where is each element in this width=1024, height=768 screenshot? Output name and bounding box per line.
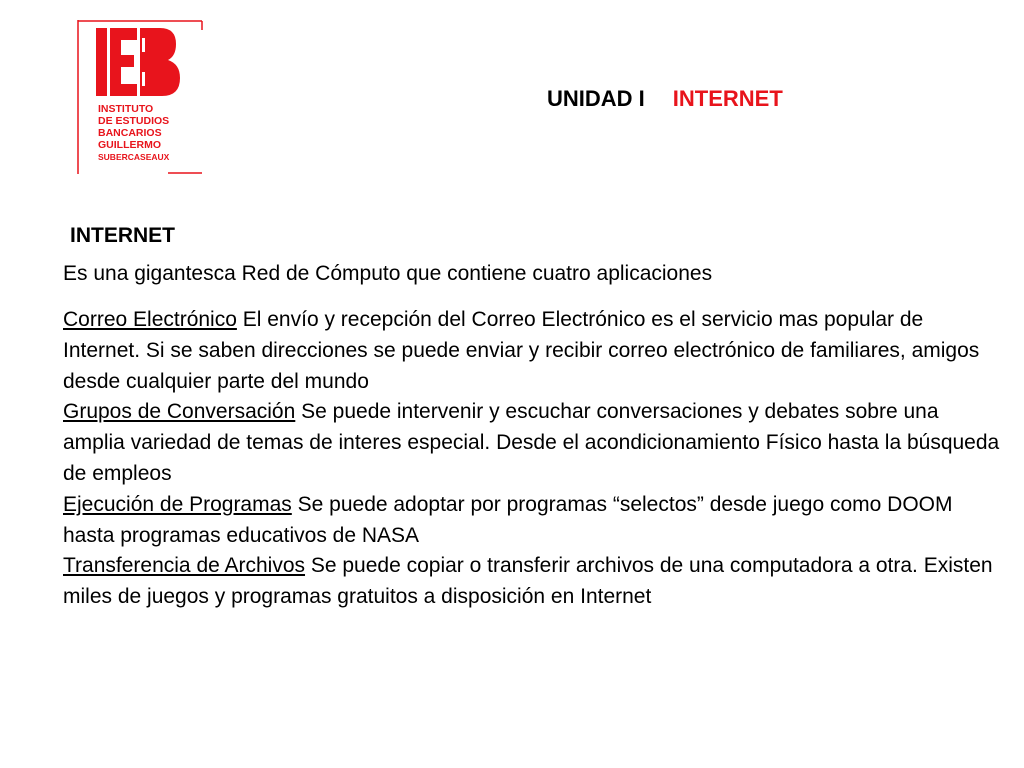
unit-header: [547, 86, 783, 112]
section-title: INTERNET: [70, 224, 175, 247]
logo-text-line-2: DE ESTUDIOS: [98, 115, 170, 127]
application-term: Transferencia de Archivos: [63, 554, 306, 578]
logo-text-line-1: INSTITUTO: [98, 103, 154, 115]
institute-logo: [76, 20, 204, 174]
logo-graphic: [76, 20, 204, 174]
application-term: Ejecución de Programas: [63, 492, 292, 516]
application-term: Correo Electrónico: [63, 308, 237, 331]
application-item: [63, 305, 1003, 397]
application-description: El envío y recepción del Correo Electrónico es el servicio mas popular de Internet. Si se saben direcciones se puede enviar y recibir correo electrónico de familiares, amigos desde cualquier parte del mundo: [63, 308, 980, 393]
application-description: Se puede copiar o transferir archivos de una computadora a otra. Existen miles de juegos y programas gratuitos a disposición en Internet: [63, 554, 993, 609]
unit-label: UNIDAD I: [547, 86, 645, 111]
application-term: Grupos de Conversación: [63, 400, 296, 424]
application-item: [63, 551, 1003, 613]
unit-topic: INTERNET: [672, 86, 783, 111]
logo-text-line-5: SUBERCASEAUX: [98, 152, 170, 162]
intro-text: Es una gigantesca Red de Cómputo que contiene cuatro aplicaciones: [63, 262, 713, 285]
application-description: Se puede adoptar por programas “selectos” desde juego como DOOM hasta programas educativos de NASA: [63, 492, 953, 547]
application-item: [63, 397, 1003, 489]
logo-text-line-3: BANCARIOS: [98, 127, 162, 139]
logo-text-line-4: GUILLERMO: [98, 139, 161, 151]
application-item: [63, 490, 1003, 552]
applications-list: [63, 305, 1003, 613]
application-description: Se puede intervenir y escuchar conversaciones y debates sobre una amplia variedad de temas de interes especial. Desde el acondicionamiento Físico hasta la búsqueda de empleos: [63, 400, 1000, 485]
